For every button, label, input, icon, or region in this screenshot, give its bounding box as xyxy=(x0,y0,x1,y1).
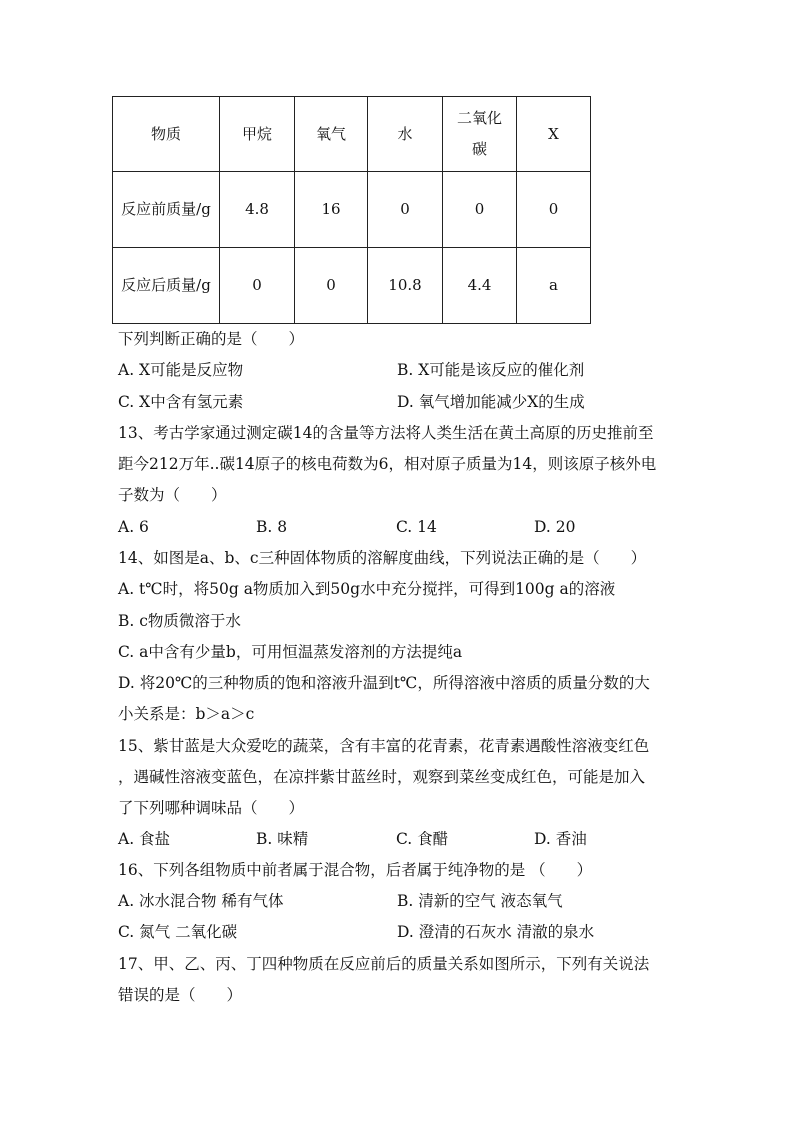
q14-option-b: B. c物质微溶于水 xyxy=(118,612,241,630)
q17-stem-line-1: 17、甲、乙、丙、丁四种物质在反应前后的质量关系如图所示，下列有关说法 xyxy=(118,955,650,973)
q13-stem-line-3: 子数为（ ） xyxy=(118,486,227,504)
q12-option-d: D. 氧气增加能减少X的生成 xyxy=(397,393,585,411)
row-label-cell: 反应前质量/g xyxy=(113,172,220,248)
table-cell: 0 xyxy=(295,248,368,324)
header-cell: 甲烷 xyxy=(220,97,295,172)
table-cell: a xyxy=(517,248,591,324)
q15-stem-line-2: ，遇碱性溶液变蓝色，在凉拌紫甘蓝丝时，观察到菜丝变成红色，可能是加入 xyxy=(118,768,646,786)
q13-option-c: C. 14 xyxy=(396,518,437,536)
q15-option-c: C. 食醋 xyxy=(396,830,449,848)
header-cell: 二氧化碳 xyxy=(443,97,517,172)
q12-stem: 下列判断正确的是（ ） xyxy=(118,330,305,348)
q14-option-d-line-2: 小关系是：b＞a＞c xyxy=(118,705,255,723)
q13-option-b: B. 8 xyxy=(256,518,288,536)
q13-option-a: A. 6 xyxy=(118,518,149,536)
header-cell: 物质 xyxy=(113,97,220,172)
q16-option-a: A. 冰水混合物 稀有气体 xyxy=(118,892,284,910)
q15-stem-line-1: 15、紫甘蓝是大众爱吃的蔬菜，含有丰富的花青素，花青素遇酸性溶液变红色 xyxy=(118,737,650,755)
q16-option-d: D. 澄清的石灰水 清澈的泉水 xyxy=(397,923,595,941)
table-row xyxy=(113,172,591,248)
q13-stem-line-2: 距今212万年..碳14原子的核电荷数为6，相对原子质量为14，则该原子核外电 xyxy=(118,455,657,473)
q15-stem-line-3: 了下列哪种调味品（ ） xyxy=(118,799,305,817)
table-cell: 0 xyxy=(220,248,295,324)
table-cell: 10.8 xyxy=(368,248,443,324)
table-cell: 0 xyxy=(443,172,517,248)
q15-option-b: B. 味精 xyxy=(256,830,309,848)
table-row xyxy=(113,248,591,324)
table-cell: 4.8 xyxy=(220,172,295,248)
table-header-row xyxy=(113,97,591,172)
q12-option-c: C. X中含有氢元素 xyxy=(118,393,244,411)
q12-option-a: A. X可能是反应物 xyxy=(118,361,244,379)
q14-option-a: A. t℃时，将50g a物质加入到50g水中充分搅拌，可得到100g a的溶液 xyxy=(118,580,616,598)
q13-stem-line-1: 13、考古学家通过测定碳14的含量等方法将人类生活在黄土高原的历史推前至 xyxy=(118,424,654,442)
table-cell: 16 xyxy=(295,172,368,248)
mass-table xyxy=(112,96,591,324)
q15-option-d: D. 香油 xyxy=(534,830,587,848)
q14-stem: 14、如图是a、b、c三种固体物质的溶解度曲线，下列说法正确的是（ ） xyxy=(118,549,647,567)
q14-option-d-line-1: D. 将20℃的三种物质的饱和溶液升温到t℃，所得溶液中溶质的质量分数的大 xyxy=(118,674,650,692)
q15-option-a: A. 食盐 xyxy=(118,830,171,848)
q16-option-c: C. 氮气 二氧化碳 xyxy=(118,923,238,941)
header-cell: 氧气 xyxy=(295,97,368,172)
q14-option-c: C. a中含有少量b，可用恒温蒸发溶剂的方法提纯a xyxy=(118,643,463,661)
q17-stem-line-2: 错误的是（ ） xyxy=(118,986,243,1004)
table-cell: 4.4 xyxy=(443,248,517,324)
q16-option-b: B. 清新的空气 液态氧气 xyxy=(397,892,563,910)
table-cell: 0 xyxy=(517,172,591,248)
q16-stem: 16、下列各组物质中前者属于混合物，后者属于纯净物的是 （ ） xyxy=(118,861,593,879)
q13-option-d: D. 20 xyxy=(534,518,576,536)
header-cell: 水 xyxy=(368,97,443,172)
q12-option-b: B. X可能是该反应的催化剂 xyxy=(397,361,585,379)
table-cell: 0 xyxy=(368,172,443,248)
row-label-cell: 反应后质量/g xyxy=(113,248,220,324)
header-cell: X xyxy=(517,97,591,172)
